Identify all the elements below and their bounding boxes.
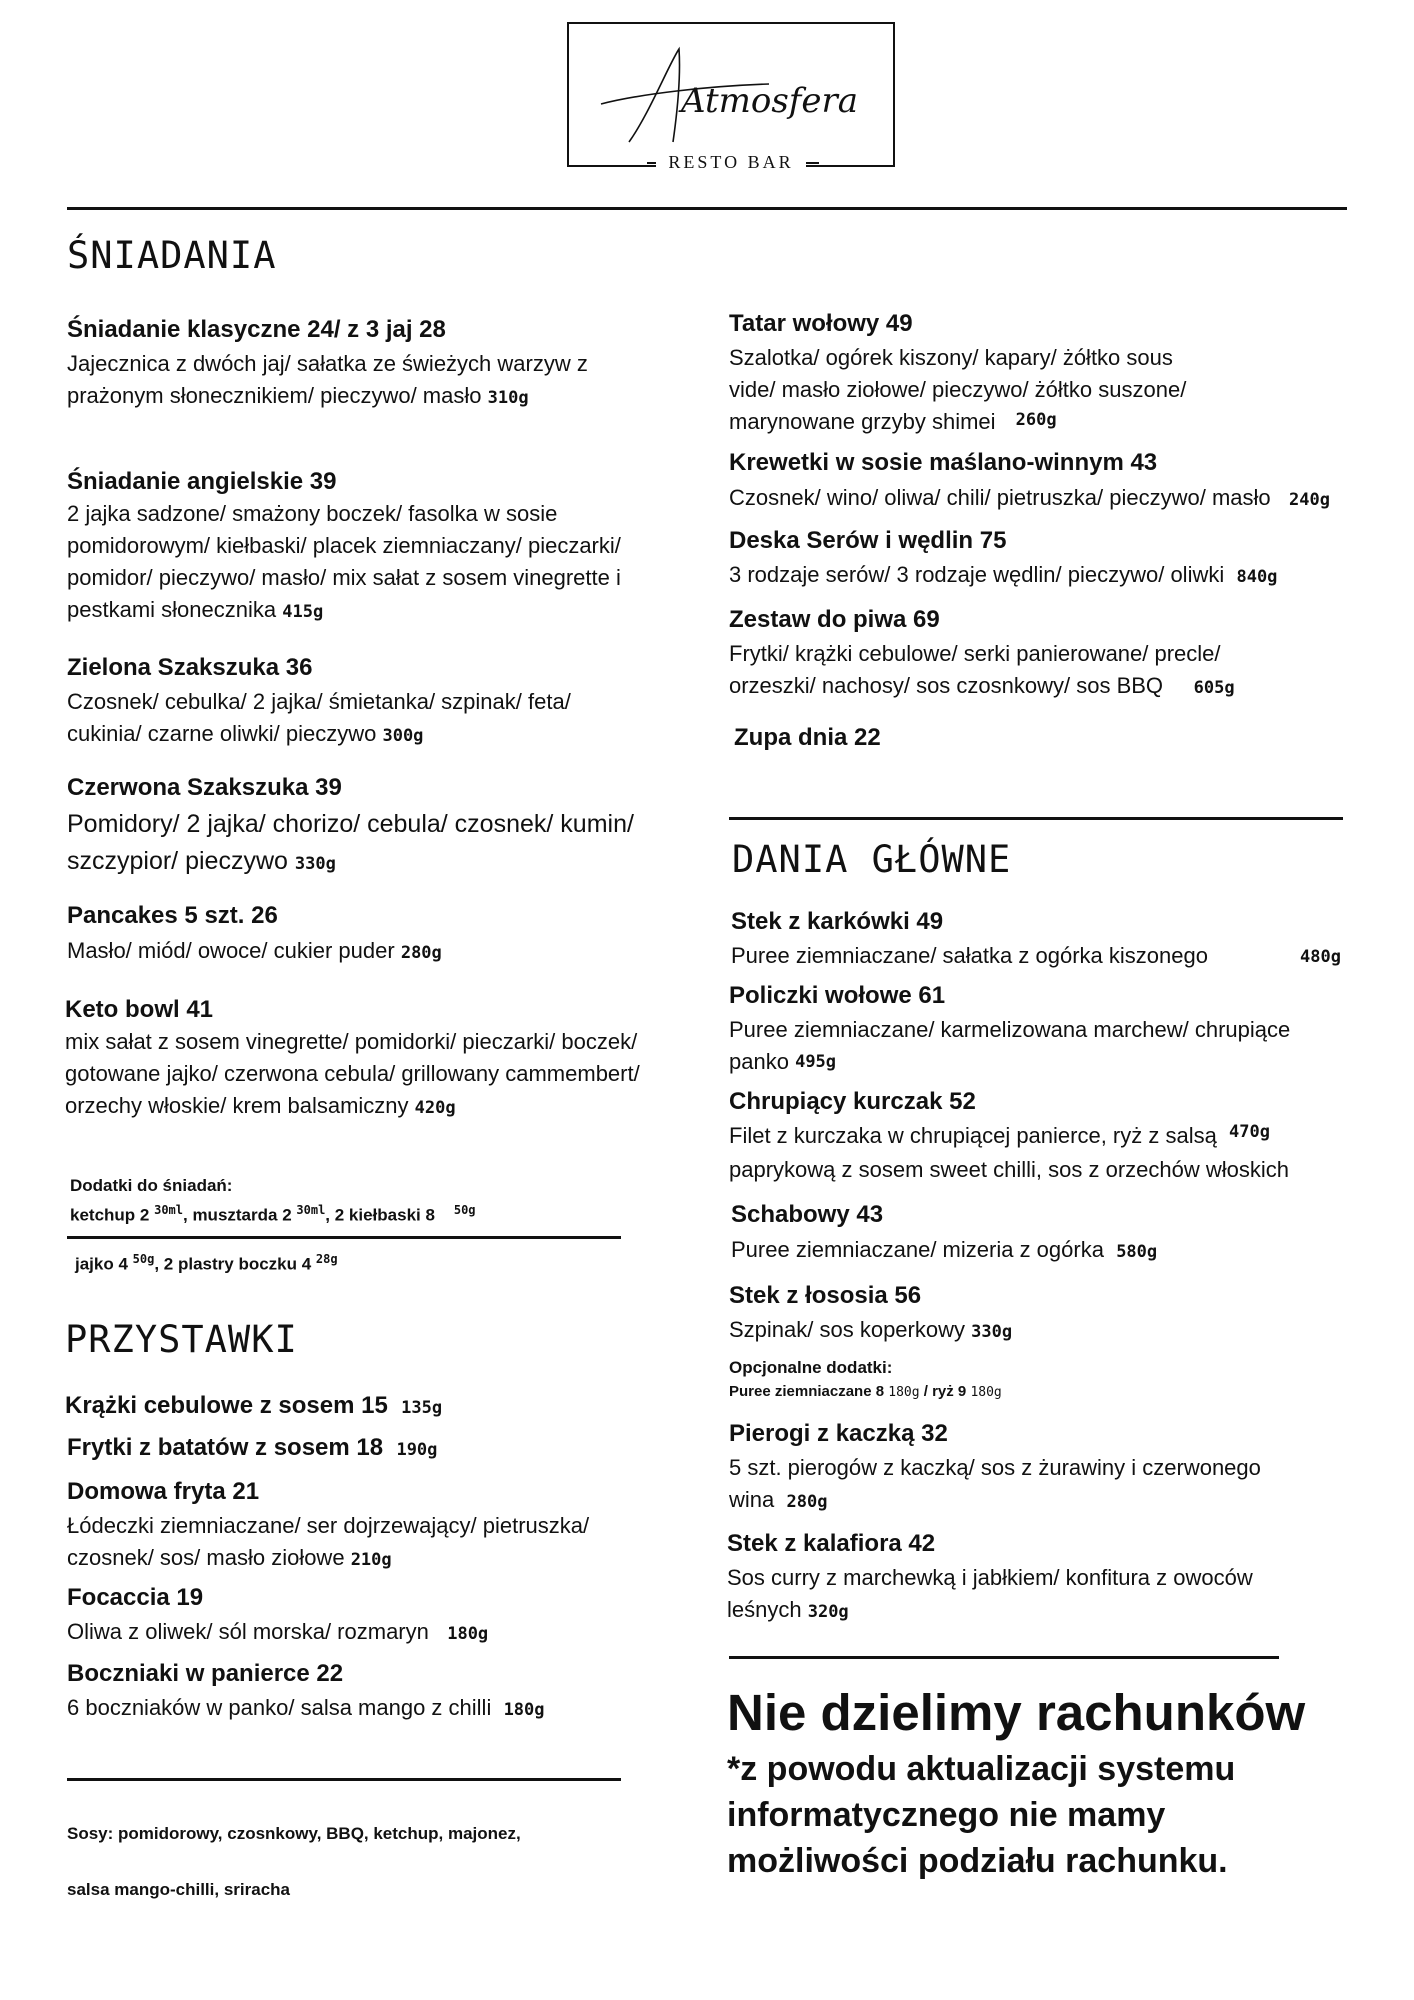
right-item-desc: Czosnek/ wino/ oliwa/ chili/ pietruszka/ pieczywo/ masło 240g [729, 485, 1330, 510]
main-item-title: Schabowy 43 [731, 1201, 884, 1228]
right-item-title: Zupa dnia 22 [734, 724, 881, 751]
main-item-desc: Puree ziemniaczane/ mizeria z ogórka 580g [731, 1237, 1158, 1262]
weight: 480g [1300, 947, 1341, 967]
extras-line-2: jajko 4 $^{50g}$, 2 plastry boczku 4 $^{28g}$ [75, 1252, 338, 1274]
breakfast-item-title: Czerwona Szakszuka 39 [67, 774, 342, 801]
breakfast-item-title: Śniadanie klasyczne 24/ z 3 jaj 28 [67, 316, 446, 343]
notice-text: *z powodu aktualizacji systemu informatycznego nie mamy możliwości podziału rachunku. [727, 1750, 1236, 1880]
notice-divider [729, 1656, 1279, 1659]
right-item-title: Deska Serów i wędlin 75 [729, 527, 1007, 554]
main-item-title: Stek z karkówki 49 [731, 908, 944, 935]
breakfast-item-title: Pancakes 5 szt. 26 [67, 902, 278, 929]
sauces-line-2: salsa mango-chilli, sriracha [67, 1880, 290, 1899]
right-item-title: Krewetki w sosie maślano-winnym 43 [729, 449, 1158, 476]
main-item-desc: Sos curry z marchewką i jabłkiem/ konfitura z owoców leśnych 320g [727, 1565, 1253, 1622]
extras-line-1: ketchup 2 $^{30ml}$, musztarda 2 $^{30ml}$, 2 kiełbaski 8 $^{50g}$ [70, 1203, 476, 1225]
mains-title: DANIA GŁÓWNE [732, 838, 1012, 881]
starter-item: Frytki z batatów z sosem 18 190g [67, 1434, 438, 1461]
starters-divider [67, 1778, 621, 1781]
breakfast-item-desc: Masło/ miód/ owoce/ cukier puder 280g [67, 938, 442, 963]
starter-item: Krążki cebulowe z sosem 15 135g [65, 1392, 443, 1419]
main-item-desc: Puree ziemniaczane/ karmelizowana marchew/ chrupiące panko 495g [729, 1017, 1291, 1074]
main-item-title: Chrupiący kurczak 52 [729, 1088, 976, 1115]
main-item-title: Stek z kalafiora 42 [727, 1530, 936, 1557]
main-item-title: Policzki wołowe 61 [729, 982, 946, 1009]
breakfast-item-desc: Czosnek/ cebulka/ 2 jajka/ śmietanka/ szpinak/ feta/ cukinia/ czarne oliwki/ pieczywo 300g [67, 689, 571, 746]
weight: 330g [294, 854, 336, 874]
options-line: Puree ziemniaczane 8 180g / ryż 9 180g [729, 1383, 1002, 1400]
starter-item-title: Domowa fryta 21 [67, 1478, 260, 1505]
top-divider [67, 207, 1347, 210]
logo [567, 22, 895, 172]
starter-item-title: Boczniaki w panierce 22 [67, 1660, 344, 1687]
breakfast-item-desc: Pomidory/ 2 jajka/ chorizo/ cebula/ czosnek/ kumin/ szczypior/ pieczywo 330g [67, 810, 634, 875]
breakfast-item-desc: Jajecznica z dwóch jaj/ sałatka ze świeżych warzyw z prażonym słonecznikiem/ pieczywo/ masło 310g [67, 351, 588, 408]
starter-item-desc: 6 boczniaków w panko/ salsa mango z chilli 180g [67, 1695, 545, 1720]
main-item-desc: Szpinak/ sos koperkowy 330g [729, 1317, 1013, 1342]
weight: 415g [282, 602, 324, 622]
starter-item-title: Focaccia 19 [67, 1584, 204, 1611]
breakfast-item-title: Śniadanie angielskie 39 [67, 468, 337, 495]
extras-divider [67, 1236, 621, 1239]
notice-title: Nie dzielimy rachunków [727, 1684, 1306, 1741]
weight: 310g [487, 388, 529, 408]
main-item-title: Pierogi z kaczką 32 [729, 1420, 948, 1447]
weight: 300g [382, 726, 424, 746]
breakfast-item-desc: mix sałat z sosem vinegrette/ pomidorki/ pieczarki/ boczek/ gotowane jajko/ czerwona cebula/ grillowany cammembert/ orzechy włoskie/ krem balsamiczny 420g [65, 1029, 640, 1118]
extras-title: Dodatki do śniadań: [70, 1176, 233, 1195]
options-title: Opcjonalne dodatki: [729, 1358, 893, 1377]
weight: 420g [414, 1098, 456, 1118]
weight: 280g [400, 943, 442, 963]
right-item-desc: 3 rodzaje serów/ 3 rodzaje wędlin/ pieczywo/ oliwki 840g [729, 562, 1278, 587]
right-item-desc: Frytki/ krążki cebulowe/ serki panierowane/ precle/ orzeszki/ nachosy/ sos czosnkowy/ sos BBQ 605g [729, 641, 1235, 698]
breakfast-item-title: Zielona Szakszuka 36 [67, 654, 313, 681]
starters-title: PRZYSTAWKI [65, 1318, 298, 1361]
breakfast-title: ŚNIADANIA [67, 234, 277, 277]
breakfast-item-title: Keto bowl 41 [65, 996, 214, 1023]
main-item-desc: Puree ziemniaczane/ sałatka z ogórka kiszonego [731, 943, 1208, 968]
right-item-title: Zestaw do piwa 69 [729, 606, 940, 633]
starter-item-desc: Oliwa z oliwek/ sól morska/ rozmaryn 180g [67, 1619, 489, 1644]
mains-divider-top [729, 817, 1343, 820]
logo-script [569, 24, 897, 169]
breakfast-item-desc: 2 jajka sadzone/ smażony boczek/ fasolka w sosie pomidorowym/ kiełbaski/ placek ziemniaczany/ pieczarki/ pomidor/ pieczywo/ masło/ mix sałat z sosem vinegrette i pestkami słonecznika 415g [67, 501, 621, 622]
logo-subtitle: RESTO BAR [569, 152, 893, 173]
sauces-line-1: Sosy: pomidorowy, czosnkowy, BBQ, ketchup, majonez, [67, 1824, 521, 1843]
main-item-desc: Filet z kurczaka w chrupiącej panierce, ryż z salsą $^{470g}$ paprykową z sosem sweet chilli, sos z orzechów włoskich [729, 1122, 1289, 1182]
right-item-title: Tatar wołowy 49 [729, 310, 913, 337]
right-item-desc: Szalotka/ ogórek kiszony/ kapary/ żółtko sous vide/ masło ziołowe/ pieczywo/ żółtko suszone/ marynowane grzyby shimei 260g [729, 345, 1187, 434]
starter-item-desc: Łódeczki ziemniaczane/ ser dojrzewający/ pietruszka/ czosnek/ sos/ masło ziołowe 210g [67, 1513, 590, 1570]
main-item-desc: 5 szt. pierogów z kaczką/ sos z żurawiny i czerwonego wina 280g [729, 1455, 1261, 1512]
logo-text: Atmosfera [681, 81, 859, 121]
main-item-title: Stek z łososia 56 [729, 1282, 922, 1309]
